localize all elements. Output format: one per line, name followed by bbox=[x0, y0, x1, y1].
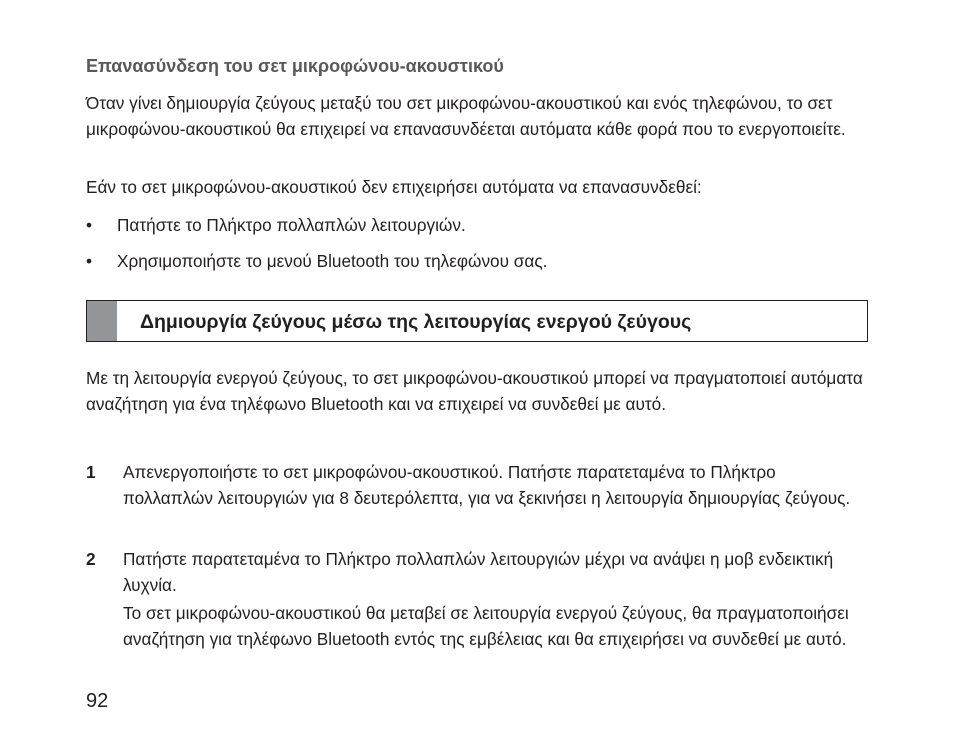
step-text: Απενεργοποιήστε το σετ μικροφώνου-ακουστικού. Πατήστε παρατεταμένα το Πλήκτρο πολλαπλών λειτουργιών για 8 δευτερόλεπτα, για να ξεκινήσει η λειτουργία δημιουργίας ζεύγους. bbox=[123, 462, 851, 508]
step-number: 1 bbox=[86, 462, 96, 482]
section-marker bbox=[87, 301, 117, 341]
active-pairing-paragraph: Με τη λειτουργία ενεργού ζεύγους, το σετ μικροφώνου-ακουστικού μπορεί να πραγματοποιεί αυτόματα αναζήτηση για ένα τηλέφωνο Bluetooth και να επιχειρεί να συνδεθεί με αυτό. bbox=[86, 368, 863, 414]
step-note: Το σετ μικροφώνου-ακουστικού θα μεταβεί σε λειτουργία ενεργού ζεύγους, θα πραγματοποιήσει αναζήτηση για τηλέφωνο Bluetooth εντός της εμβέλειας και θα επιχειρήσει να συνδεθεί με αυτό. bbox=[123, 603, 849, 649]
section-header bbox=[86, 300, 868, 342]
page-number: 92 bbox=[86, 690, 109, 712]
section-title: Δημιουργία ζεύγους μέσω της λειτουργίας ενεργού ζεύγους bbox=[140, 311, 692, 333]
bullet-text: Πατήστε το Πλήκτρο πολλαπλών λειτουργιών. bbox=[117, 215, 466, 235]
section-subheading: Επανασύνδεση του σετ μικροφώνου-ακουστικού bbox=[86, 56, 504, 76]
step-text: Πατήστε παρατεταμένα το Πλήκτρο πολλαπλών λειτουργιών μέχρι να ανάψει η μοβ ενδεικτική λυχνία. bbox=[123, 549, 834, 595]
bullet-icon: • bbox=[86, 215, 93, 235]
step-number: 2 bbox=[86, 549, 96, 569]
bullet-icon: • bbox=[86, 251, 93, 271]
reconnect-paragraph: Εάν το σετ μικροφώνου-ακουστικού δεν επιχειρήσει αυτόματα να επανασυνδεθεί: bbox=[86, 177, 702, 197]
intro-paragraph: Όταν γίνει δημιουργία ζεύγους μεταξύ του σετ μικροφώνου-ακουστικού και ενός τηλεφώνου, το σετ μικροφώνου-ακουστικού θα επιχειρεί να επανασυνδέεται αυτόματα κάθε φορά που το ενεργοποιείτε. bbox=[86, 93, 846, 139]
bullet-text: Χρησιμοποιήστε το μενού Bluetooth του τηλεφώνου σας. bbox=[117, 251, 548, 271]
